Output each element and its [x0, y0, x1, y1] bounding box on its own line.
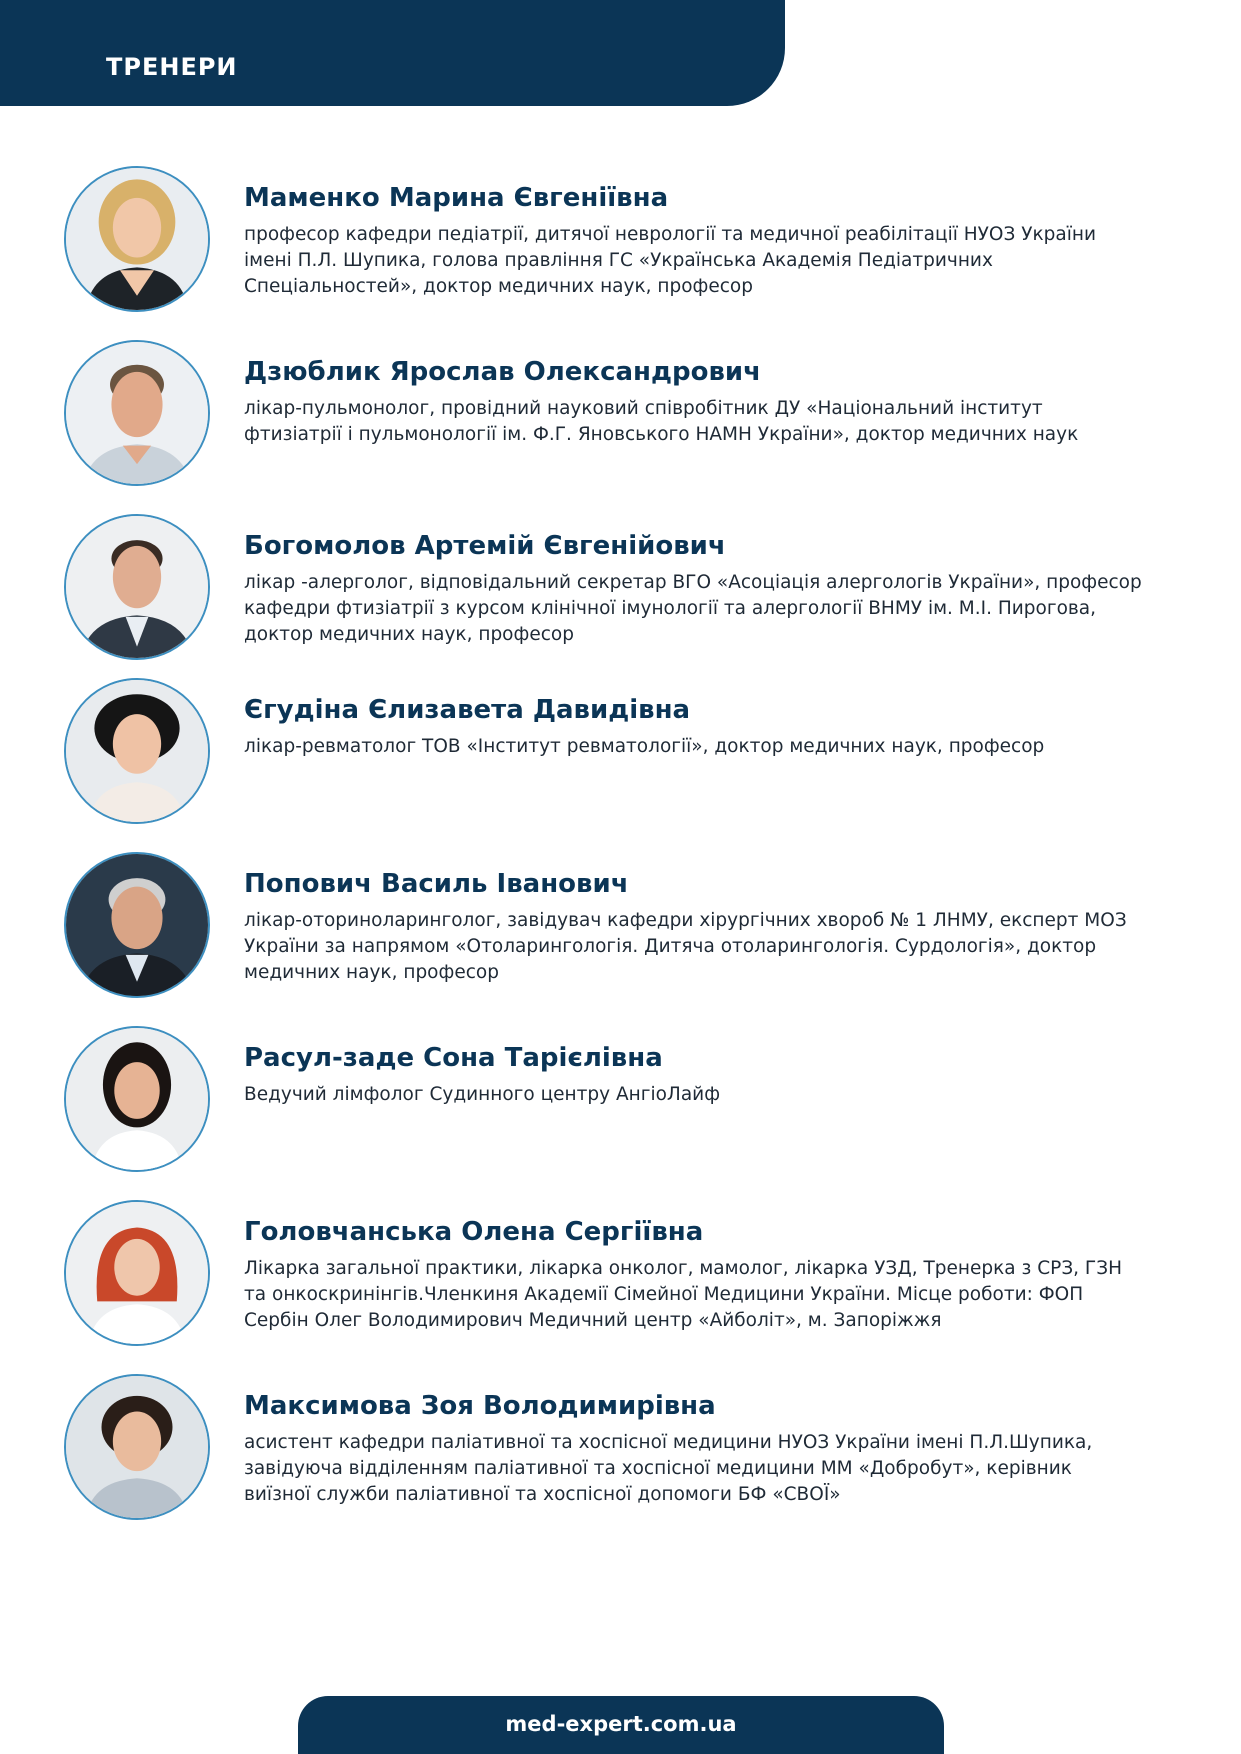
footer-banner	[298, 1696, 944, 1754]
trainer-description: лікар-пульмонолог, провідний науковий співробітник ДУ «Національний інститут фтизіатрії і пульмонології ім. Ф.Г. Яновського НАМН України», доктор медичних наук	[244, 398, 1079, 445]
trainer-photo	[64, 678, 210, 824]
trainer-photo	[64, 1374, 210, 1520]
trainer-description: професор кафедри педіатрії, дитячої неврології та медичної реабілітації НУОЗ України імені П.Л. Шупика, голова правління ГС «Українська Академія Педіатричних Спеціальностей», доктор медичних наук, професор	[244, 224, 1097, 297]
trainer-photo	[64, 852, 210, 998]
trainer-name: Максимова Зоя Володимирівна	[244, 1391, 716, 1421]
trainer-name: Єгудіна Єлизавета Давидівна	[244, 695, 691, 725]
trainer-description: Ведучий лімфолог Судинного центру АнгіоЛайф	[244, 1084, 721, 1105]
trainer-description: асистент кафедри паліативної та хоспісної медицини НУОЗ України імені П.Л.Шупика, завідуюча відділенням паліативної та хоспісної медицини ММ «Добробут», керівник виїзної служби паліативної та хоспісної допомоги БФ «СВОЇ»	[244, 1432, 1093, 1505]
portrait-man-grey-hair-icon	[66, 854, 208, 996]
trainer-name: Богомолов Артемій Євгенійович	[244, 531, 726, 561]
trainer-photo	[64, 166, 210, 312]
portrait-man-suit-icon	[66, 516, 208, 658]
trainer-name: Попович Василь Іванович	[244, 869, 629, 899]
portrait-woman-dark-hair-icon	[66, 680, 208, 822]
portrait-woman-dark-hair-icon	[66, 1376, 208, 1518]
trainer-name: Расул-заде Сона Тарієлівна	[244, 1043, 663, 1073]
trainer-description: Лікарка загальної практики, лікарка онколог, мамолог, лікарка УЗД, Тренерка з СРЗ, ГЗН та онкоскринінгів.Членкиня Академії Сімейної Медицини України. Місце роботи: ФОП Сербін Олег Володимирович Медичний центр «Айболіт», м. Запоріжжя	[244, 1258, 1122, 1331]
trainer-name: Головчанська Олена Сергіївна	[244, 1217, 704, 1247]
trainer-photo	[64, 1200, 210, 1346]
portrait-woman-dark-hair-icon	[66, 1028, 208, 1170]
portrait-man-icon	[66, 342, 208, 484]
trainer-photo	[64, 514, 210, 660]
portrait-woman-blonde-icon	[66, 168, 208, 310]
trainer-description: лікар -алерголог, відповідальний секретар ВГО «Асоціація алергологів України», професор кафедри фтизіатрії з курсом клінічної імунології та алергології ВНМУ ім. М.І. Пирогова, доктор медичних наук, професор	[244, 572, 1142, 645]
trainer-photo	[64, 1026, 210, 1172]
footer-website-link[interactable]: med-expert.com.ua	[505, 1712, 737, 1736]
trainer-description: лікар-ревматолог ТОВ «Інститут ревматології», доктор медичних наук, професор	[244, 736, 1045, 757]
portrait-woman-red-hair-icon	[66, 1202, 208, 1344]
trainer-description: лікар-оториноларинголог, завідувач кафедри хірургічних хвороб № 1 ЛНМУ, експерт МОЗ України за напрямом «Отоларингологія. Дитяча отоларингологія. Сурдологія», доктор медичних наук, професор	[244, 910, 1127, 983]
trainer-name: Дзюблик Ярослав Олександрович	[244, 357, 761, 387]
trainer-photo	[64, 340, 210, 486]
trainer-name: Маменко Марина Євгеніївна	[244, 183, 669, 213]
page-title: ТРЕНЕРИ	[106, 53, 238, 81]
